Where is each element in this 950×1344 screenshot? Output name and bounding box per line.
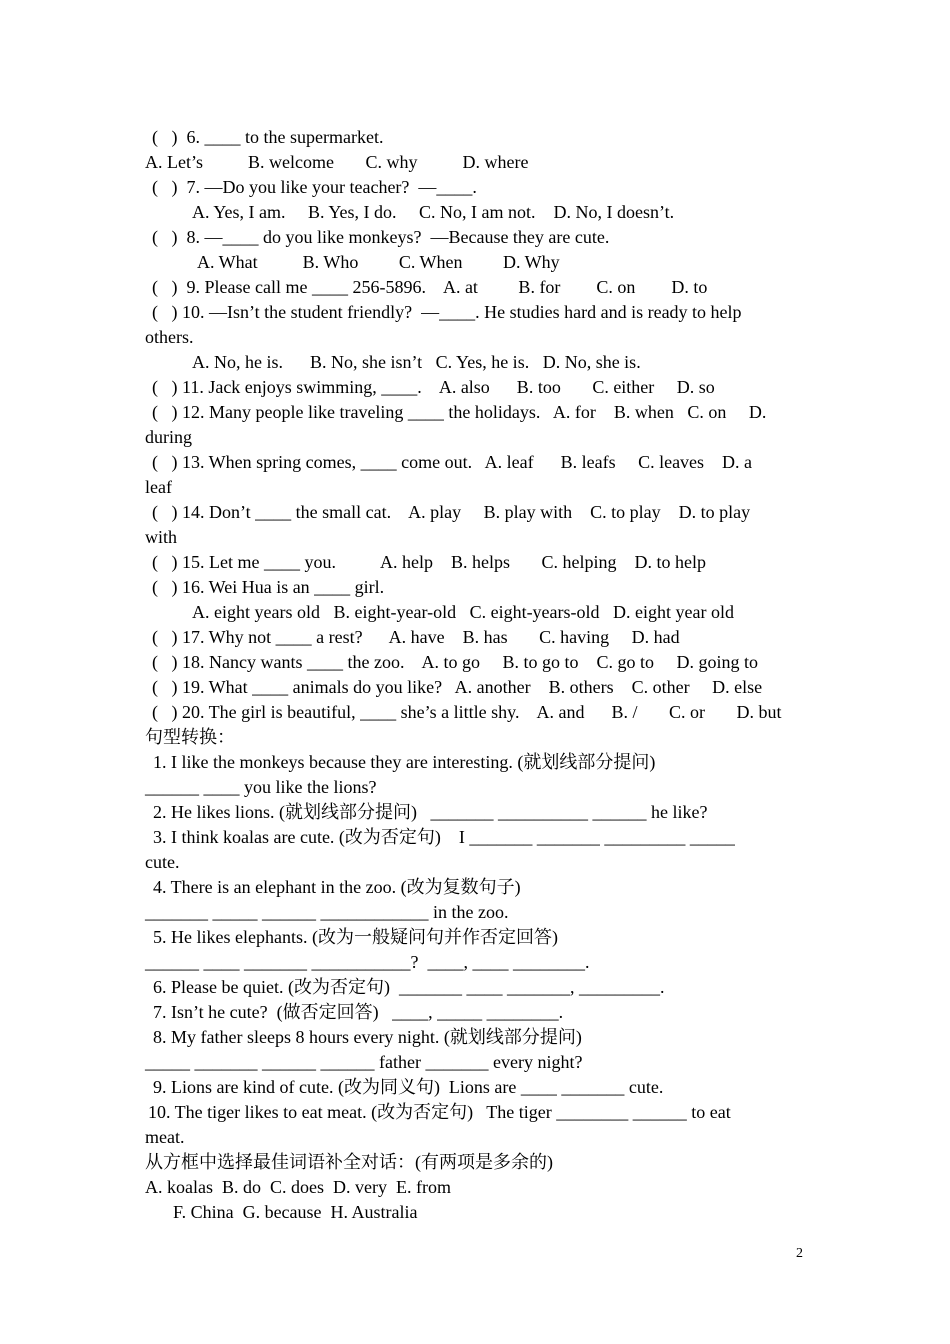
question-7-options: A. Yes, I am. B. Yes, I do. C. No, I am not. D. No, I doesn’t. bbox=[192, 202, 675, 222]
question-10-cont: others. bbox=[145, 327, 194, 347]
transform-4-answer: _______ _____ ______ ____________ in the zoo. bbox=[145, 902, 509, 922]
question-14: ( ) 14. Don’t ____ the small cat. A. play B. play with C. to play D. to play bbox=[152, 502, 751, 522]
question-9: ( ) 9. Please call me ____ 256-5896. A. at B. for C. on D. to bbox=[152, 277, 708, 297]
section-heading-sentence-transform: 句型转换： bbox=[145, 727, 235, 747]
question-20: ( ) 20. The girl is beautiful, ____ she’s a little shy. A. and B. / C. or D. but bbox=[152, 702, 782, 722]
transform-8: 8. My father sleeps 8 hours every night. (就划线部分提问) bbox=[153, 1027, 582, 1047]
question-18: ( ) 18. Nancy wants ____ the zoo. A. to go B. to go to C. go to D. going to bbox=[152, 652, 758, 672]
question-13-cont: leaf bbox=[145, 477, 172, 497]
transform-3: 3. I think koalas are cute. (改为否定句) I _______ _______ _________ _____ bbox=[153, 827, 735, 847]
transform-5-answer: ______ ____ _______ ___________? ____, ____ ________. bbox=[145, 952, 590, 972]
transform-8-answer: _____ _______ ______ ______ father _______ every night? bbox=[145, 1052, 583, 1072]
page-number: 2 bbox=[796, 1246, 803, 1261]
question-6: ( ) 6. ____ to the supermarket. bbox=[152, 127, 384, 147]
question-12-cont: during bbox=[145, 427, 192, 447]
transform-4: 4. There is an elephant in the zoo. (改为复数句子) bbox=[153, 877, 521, 897]
question-11: ( ) 11. Jack enjoys swimming, ____. A. also B. too C. either D. so bbox=[152, 377, 715, 397]
transform-9: 9. Lions are kind of cute. (改为同义句) Lions are ____ _______ cute. bbox=[153, 1077, 664, 1097]
question-6-options: A. Let’s B. welcome C. why D. where bbox=[145, 152, 529, 172]
transform-10: 10. The tiger likes to eat meat. (改为否定句) The tiger ________ ______ to eat bbox=[148, 1102, 731, 1122]
question-13: ( ) 13. When spring comes, ____ come out. A. leaf B. leafs C. leaves D. a bbox=[152, 452, 753, 472]
transform-5: 5. He likes elephants. (改为一般疑问句并作否定回答) bbox=[153, 927, 558, 947]
transform-3-cont: cute. bbox=[145, 852, 180, 872]
question-15: ( ) 15. Let me ____ you. A. help B. helps C. helping D. to help bbox=[152, 552, 706, 572]
question-17: ( ) 17. Why not ____ a rest? A. have B. has C. having D. had bbox=[152, 627, 680, 647]
word-box-row-2: F. China G. because H. Australia bbox=[173, 1202, 418, 1222]
transform-6: 6. Please be quiet. (改为否定句) _______ ____ _______, _________. bbox=[153, 977, 665, 997]
transform-1-answer: ______ ____ you like the lions? bbox=[145, 777, 377, 797]
question-16: ( ) 16. Wei Hua is an ____ girl. bbox=[152, 577, 385, 597]
question-7: ( ) 7. —Do you like your teacher? —____. bbox=[152, 177, 477, 197]
transform-7: 7. Isn’t he cute? (做否定回答) ____, _____ ________. bbox=[153, 1002, 564, 1022]
question-16-options: A. eight years old B. eight-year-old C. eight-years-old D. eight year old bbox=[192, 602, 734, 622]
transform-1: 1. I like the monkeys because they are interesting. (就划线部分提问) bbox=[153, 752, 656, 772]
question-8: ( ) 8. —____ do you like monkeys? —Because they are cute. bbox=[152, 227, 610, 247]
question-10: ( ) 10. —Isn’t the student friendly? —____. He studies hard and is ready to help bbox=[152, 302, 742, 322]
section-heading-dialogue: 从方框中选择最佳词语补全对话：(有两项是多余的) bbox=[145, 1152, 553, 1172]
transform-10-cont: meat. bbox=[145, 1127, 185, 1147]
question-12: ( ) 12. Many people like traveling ____ the holidays. A. for B. when C. on D. bbox=[152, 402, 767, 422]
question-10-options: A. No, he is. B. No, she isn’t C. Yes, he is. D. No, she is. bbox=[192, 352, 641, 372]
question-19: ( ) 19. What ____ animals do you like? A. another B. others C. other D. else bbox=[152, 677, 763, 697]
question-14-cont: with bbox=[145, 527, 178, 547]
transform-2: 2. He likes lions. (就划线部分提问) _______ __________ ______ he like? bbox=[153, 802, 708, 822]
question-8-options: A. What B. Who C. When D. Why bbox=[197, 252, 560, 272]
word-box-row-1: A. koalas B. do C. does D. very E. from bbox=[145, 1177, 451, 1197]
